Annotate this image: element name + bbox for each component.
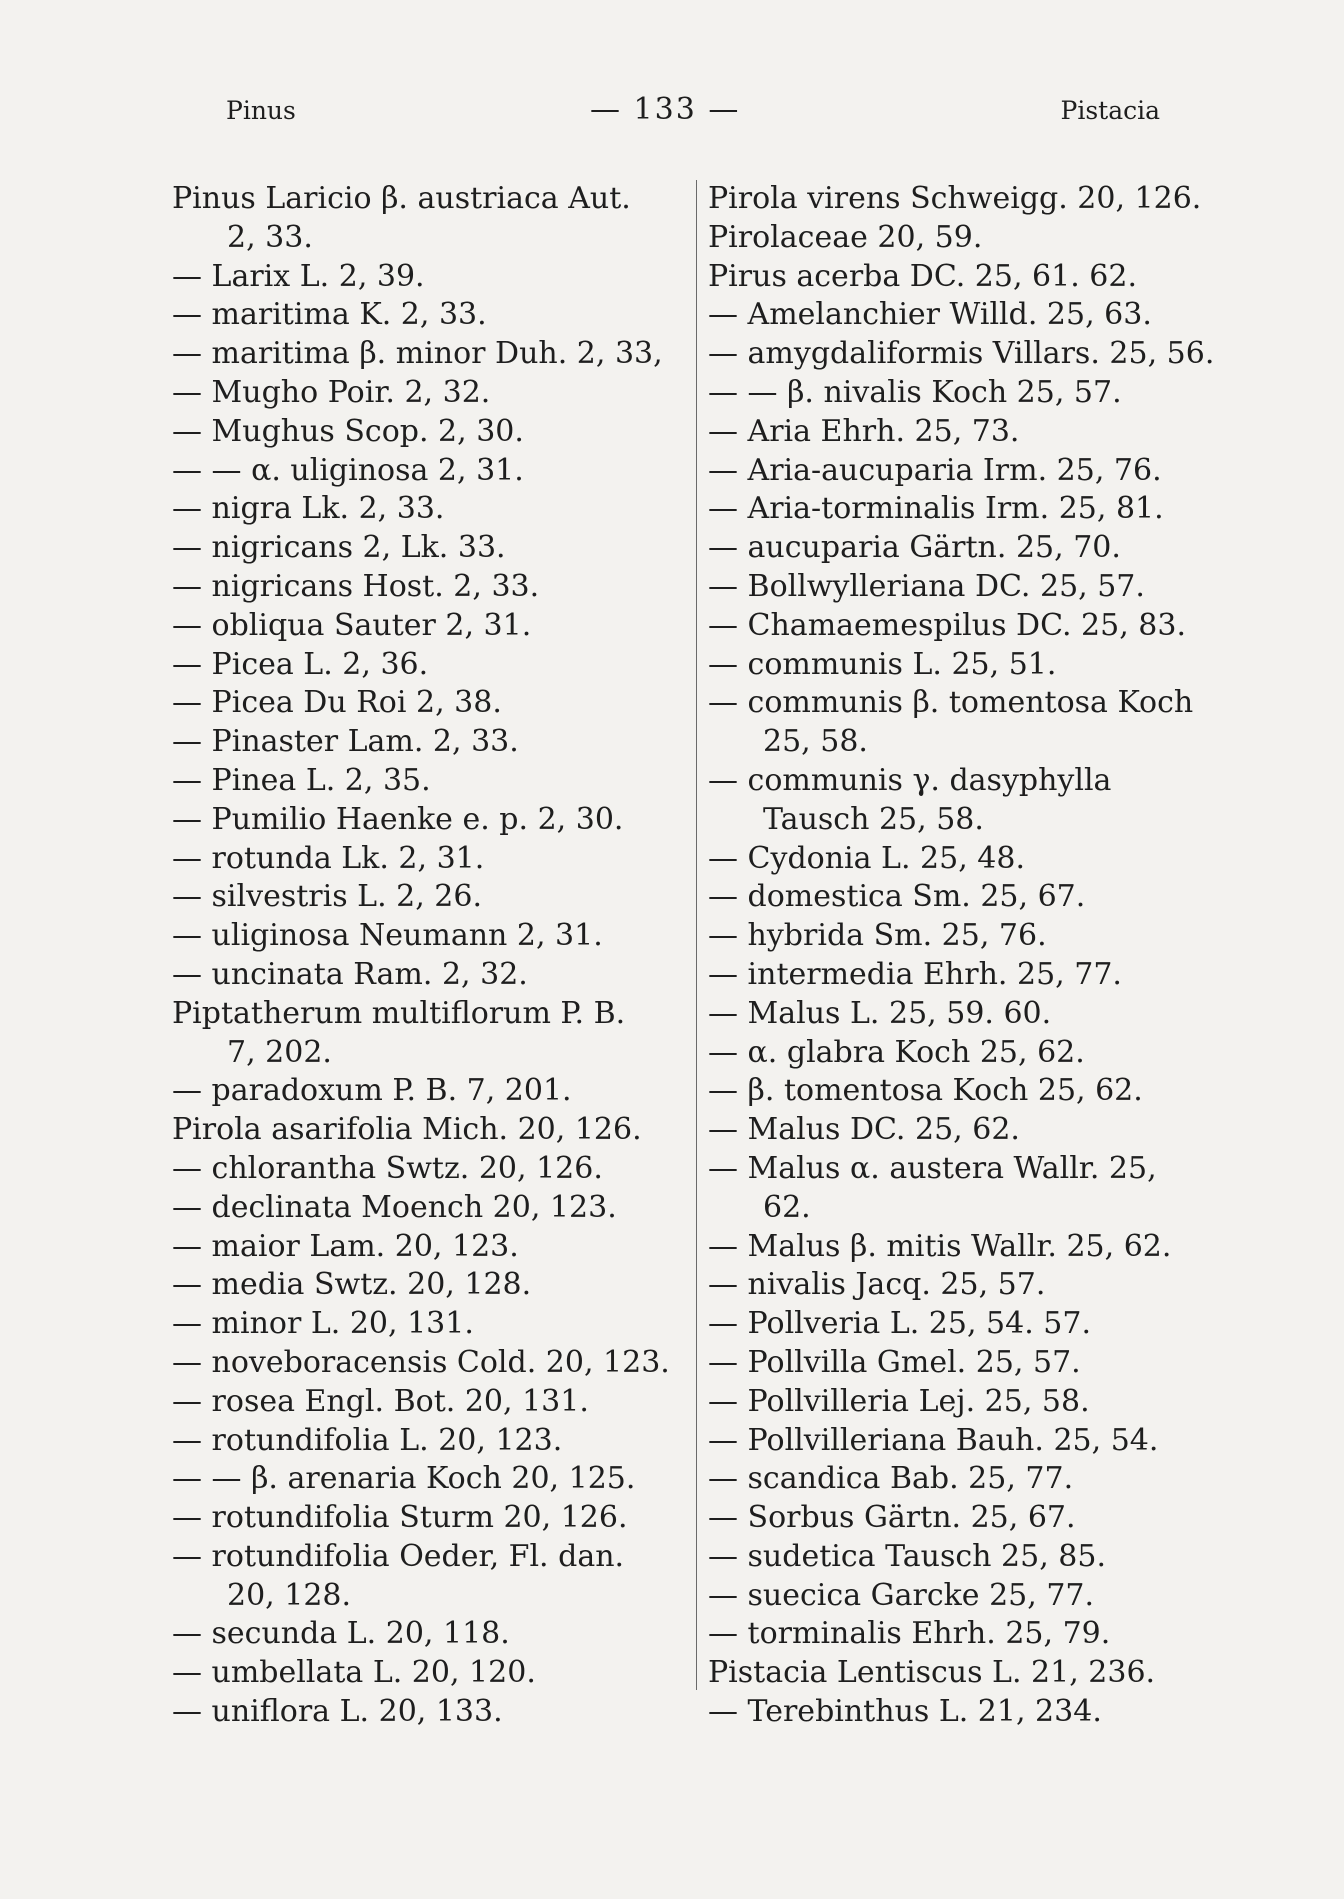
index-entry: — Terebinthus L. 21, 234. [708,1694,1102,1730]
index-entry: — β. tomentosa Koch 25, 62. [708,1073,1143,1109]
index-entry: — nigricans 2, Lk. 33. [172,530,506,566]
index-entry: — Malus β. mitis Wallr. 25, 62. [708,1228,1172,1264]
index-entry: — domestica Sm. 25, 67. [708,879,1086,915]
index-entry: — maritima K. 2, 33. [172,297,487,333]
index-entry: Pirus acerba DC. 25, 61. 62. [708,258,1137,294]
index-entry: — declinata Moench 20, 123. [172,1189,617,1225]
index-entry: — Pollvilleriana Bauh. 25, 54. [708,1422,1159,1458]
index-entry: — silvestris L. 2, 26. [172,879,483,915]
running-head-right: Pistacia [1060,96,1160,125]
index-entry: — rotundifolia L. 20, 123. [172,1422,563,1458]
index-entry: — media Swtz. 20, 128. [172,1267,532,1303]
index-entry: — nivalis Jacq. 25, 57. [708,1267,1046,1303]
page-header [220,92,1160,136]
index-entry: — suecica Garcke 25, 77. [708,1577,1095,1613]
index-entry: — noveboracensis Cold. 20, 123. [172,1344,670,1380]
index-entry: — — β. arenaria Koch 20, 125. [172,1461,636,1497]
index-entry: Piptatherum multiflorum P. B. [172,995,626,1031]
index-entry: — rotunda Lk. 2, 31. [172,840,485,876]
index-entry: — minor L. 20, 131. [172,1306,474,1342]
index-entry: 7, 202. [227,1034,332,1070]
index-entry: — Aria Ehrh. 25, 73. [708,413,1020,449]
index-entry: Pirola asarifolia Mich. 20, 126. [172,1112,642,1148]
index-entry: — obliqua Sauter 2, 31. [172,607,532,643]
index-entry: Pinus Laricio β. austriaca Aut. [172,181,631,216]
index-entry: — — α. uliginosa 2, 31. [172,452,524,488]
right-column [708,180,1228,1732]
index-entry: Pirolaceae 20, 59. [708,219,983,255]
index-entry: — Malus DC. 25, 62. [708,1112,1020,1148]
index-entry: — maior Lam. 20, 123. [172,1228,519,1264]
index-entry: — Pinaster Lam. 2, 33. [172,724,519,760]
index-entry: — communis γ. dasyphylla [708,762,1112,798]
index-entry: — aucuparia Gärtn. 25, 70. [708,530,1121,566]
index-entry: — secunda L. 20, 118. [172,1616,510,1652]
index-entry: 2, 33. [227,219,313,255]
index-entry: Pistacia Lentiscus L. 21, 236. [708,1655,1156,1691]
index-columns [172,180,1232,1810]
left-column [172,180,682,1732]
index-entry: — scandica Bab. 25, 77. [708,1461,1074,1497]
index-entry: — Picea Du Roi 2, 38. [172,685,502,721]
index-entry: — Amelanchier Willd. 25, 63. [708,297,1152,333]
index-entry: — intermedia Ehrh. 25, 77. [708,956,1122,992]
index-entry: — α. glabra Koch 25, 62. [708,1034,1085,1070]
index-entry: — sudetica Tausch 25, 85. [708,1538,1106,1574]
index-entry: — Aria-torminalis Irm. 25, 81. [708,491,1164,527]
index-entry: — paradoxum P. B. 7, 201. [172,1073,572,1109]
index-entry: Pirola virens Schweigg. 20, 126. [708,181,1202,216]
running-head-left: Pinus [226,96,296,125]
index-entry: — amygdaliformis Villars. 25, 56. [708,336,1215,372]
index-entry: — Pollveria L. 25, 54. 57. [708,1306,1092,1342]
index-entry: — rotundifolia Oeder, Fl. dan. [172,1538,625,1574]
page-number: — 133 — [590,92,741,127]
index-entry: — Picea L. 2, 36. [172,646,429,682]
column-divider [696,180,697,1690]
index-entry: — Pollvilleria Lej. 25, 58. [708,1383,1090,1419]
index-entry: — rotundifolia Sturm 20, 126. [172,1500,628,1536]
index-entry: — Malus α. austera Wallr. 25, [708,1150,1157,1186]
index-entry: 20, 128. [227,1577,352,1613]
index-entry: 62. [763,1189,811,1225]
index-entry: — Bollwylleriana DC. 25, 57. [708,568,1145,604]
index-entry: — Cydonia L. 25, 48. [708,840,1025,876]
index-entry: — torminalis Ehrh. 25, 79. [708,1616,1111,1652]
index-entry: — nigricans Host. 2, 33. [172,568,540,604]
index-entry: — Sorbus Gärtn. 25, 67. [708,1500,1076,1536]
index-entry: — uliginosa Neumann 2, 31. [172,918,603,954]
index-entry: — — β. nivalis Koch 25, 57. [708,374,1122,410]
index-entry: 25, 58. [763,724,868,760]
index-entry: — communis L. 25, 51. [708,646,1057,682]
index-entry: — Pumilio Haenke e. p. 2, 30. [172,801,624,837]
index-entry: — nigra Lk. 2, 33. [172,491,445,527]
index-entry: — umbellata L. 20, 120. [172,1655,536,1691]
index-entry: — Larix L. 2, 39. [172,258,425,294]
index-entry: — uniflora L. 20, 133. [172,1694,503,1730]
index-entry: — hybrida Sm. 25, 76. [708,918,1047,954]
index-entry: — Malus L. 25, 59. 60. [708,995,1052,1031]
index-entry: — chlorantha Swtz. 20, 126. [172,1150,603,1186]
index-entry: Tausch 25, 58. [763,801,984,837]
index-entry: — maritima β. minor Duh. 2, 33, [172,336,663,372]
index-entry: — Aria-aucuparia Irm. 25, 76. [708,452,1162,488]
index-entry: — rosea Engl. Bot. 20, 131. [172,1383,589,1419]
index-entry: — Mugho Poir. 2, 32. [172,374,491,410]
index-entry: — uncinata Ram. 2, 32. [172,956,528,992]
index-entry: — Pinea L. 2, 35. [172,762,431,798]
index-entry: — Pollvilla Gmel. 25, 57. [708,1344,1081,1380]
index-entry: — Mughus Scop. 2, 30. [172,413,524,449]
index-entry: — Chamaemespilus DC. 25, 83. [708,607,1186,643]
index-entry: — communis β. tomentosa Koch [708,685,1194,721]
